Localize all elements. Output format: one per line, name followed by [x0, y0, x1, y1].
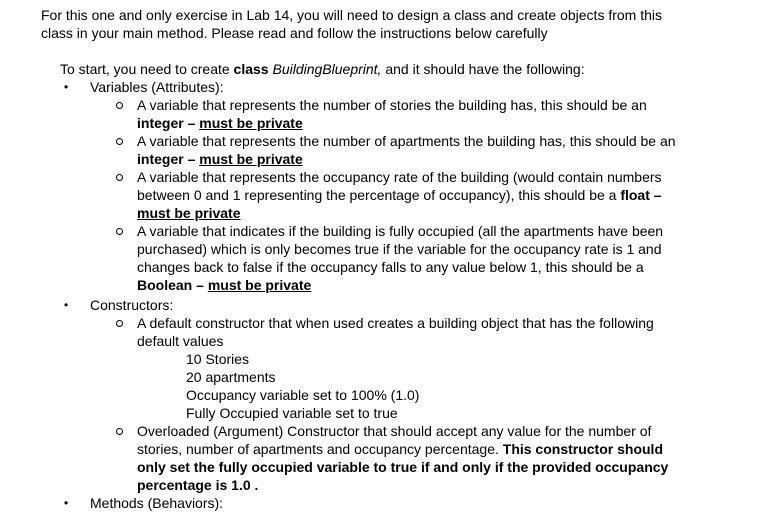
var1-line-1: A variable that represents the number of stories the building has, this should be an — [137, 97, 647, 113]
default-value-fully-occupied: Fully Occupied variable set to true — [186, 405, 398, 421]
intro-line-2: class in your main method. Please read and follow the instructions below carefully — [41, 25, 548, 41]
bullet-methods: • — [64, 496, 69, 510]
sub-bullet-3 — [116, 174, 123, 181]
var3-line-2 — [137, 186, 662, 204]
intro-line-1: For this one and only exercise in Lab 14, you will need to design a class and create objects from this — [41, 7, 663, 23]
var3-private: must be private — [137, 205, 241, 221]
var2-line-1: A variable that represents the number of apartments the building has, this should be an — [137, 133, 676, 149]
default-value-occupancy: Occupancy variable set to 100% (1.0) — [186, 387, 420, 403]
sub-bullet-2 — [116, 138, 123, 145]
default-value-stories: 10 Stories — [186, 351, 250, 367]
var4-line-3: changes back to false if the occupancy falls to any value below 1, this should be a — [137, 259, 644, 275]
class-keyword: class — [233, 61, 269, 77]
default-value-apartments: 20 apartments — [186, 369, 276, 385]
var4-line-4 — [137, 276, 311, 294]
var4-private: must be private — [207, 277, 312, 293]
overloaded-line-2-bold: This constructor should — [502, 441, 663, 457]
var2-private: must be private — [199, 151, 303, 167]
methods-heading-cutoff: Methods (Behaviors): — [90, 495, 224, 511]
overloaded-line-2-prefix: stories, number of apartments and occupancy percentage. — [137, 441, 503, 457]
var3-line-2-prefix: between 0 and 1 representing the percentage of occupancy), this should be a — [137, 187, 621, 203]
var4-dash: – — [192, 277, 208, 293]
constructors-heading: Constructors: — [90, 297, 174, 313]
overloaded-line-4: percentage is 1.0 . — [137, 477, 259, 493]
var1-type: integer — [137, 115, 184, 131]
overloaded-line-1: Overloaded (Argument) Constructor that should accept any value for the number of — [137, 423, 652, 439]
var4-line-2: purchased) which is only becomes true if the variable for the occupancy rate is 1 and — [137, 241, 662, 257]
var3-type: float – — [620, 187, 662, 203]
var2-line-2 — [137, 150, 303, 168]
sub-bullet-4 — [116, 228, 123, 235]
var1-dash: – — [183, 115, 200, 131]
start-prefix: To start, you need to create — [60, 61, 234, 77]
overloaded-line-2 — [137, 440, 663, 458]
start-suffix: and it should have the following: — [381, 61, 585, 77]
var1-private: must be private — [199, 115, 303, 131]
default-line-2: default values — [137, 333, 224, 349]
sub-bullet-6 — [116, 428, 123, 435]
var3-line-1: A variable that represents the occupancy rate of the building (would contain numbers — [137, 169, 662, 185]
class-name: BuildingBlueprint, — [272, 61, 382, 77]
bullet-constructors: • — [64, 298, 69, 312]
variables-heading: Variables (Attributes): — [90, 79, 224, 95]
bullet-variables: • — [64, 80, 69, 94]
default-line-1: A default constructor that when used creates a building object that has the following — [137, 315, 654, 331]
var1-line-2 — [137, 114, 303, 132]
var2-dash: – — [183, 151, 200, 167]
sub-bullet-5 — [116, 320, 123, 327]
overloaded-line-3: only set the fully occupied variable to true if and only if the provided occupancy — [137, 459, 669, 475]
sub-bullet-1 — [116, 102, 123, 109]
start-sentence — [60, 60, 585, 78]
var4-type: Boolean — [137, 277, 193, 293]
var2-type: integer — [137, 151, 184, 167]
var4-line-1: A variable that indicates if the building is fully occupied (all the apartments have been — [137, 223, 664, 239]
